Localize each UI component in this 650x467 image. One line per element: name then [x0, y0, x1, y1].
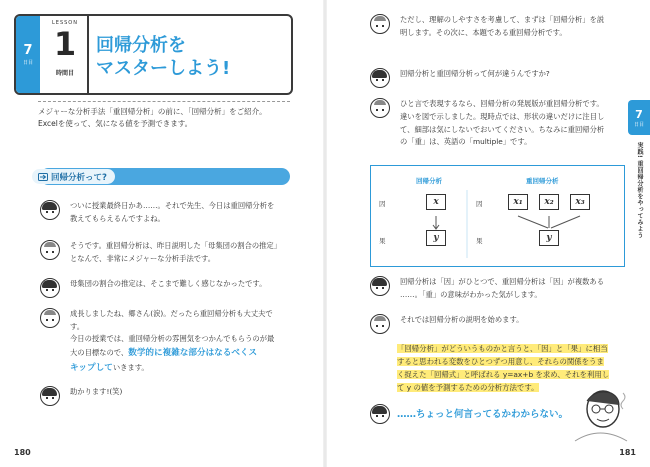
- definition-line: [397, 356, 632, 369]
- right-page: [325, 0, 650, 467]
- emphasis-text: 数学的に複雑な部分はなるべくス: [128, 347, 258, 358]
- dialog-line: となんで、非常にメジャーな分析手法です。: [70, 253, 216, 263]
- intro-line: Excelを使って、気になる値を予測できます。: [38, 119, 193, 128]
- dialog-text: [400, 68, 550, 88]
- dialog-row: [370, 404, 390, 424]
- dialog-row: [40, 278, 266, 298]
- dialog-text: [70, 278, 266, 298]
- dialog-text: [70, 308, 273, 334]
- page-title: [96, 34, 230, 81]
- dialog-row: [40, 386, 122, 406]
- teacher-portrait-illustration: [565, 385, 635, 449]
- dialog-line: それでは回帰分析の説明を始めます。: [400, 315, 524, 324]
- variable-y: y: [426, 230, 446, 246]
- arrow-right-icon: [38, 173, 48, 181]
- student-avatar: [40, 278, 60, 298]
- intro-line: メジャーな分析手法「重回帰分析」の前に、「回帰分析」をご紹介。: [38, 107, 267, 116]
- dialog-row: [370, 314, 523, 334]
- intro-text: [38, 106, 298, 130]
- dialog-row: [40, 200, 274, 226]
- highlighted-text: く捉えた「回帰式」と呼ばれる y=ax+b を求め、それを利用し: [397, 369, 610, 379]
- chapter-tab: [16, 16, 40, 93]
- definition-line: [397, 343, 632, 356]
- student-reaction: ……ちょっと何言ってるかわからない。: [397, 409, 569, 420]
- chapter-number: 7: [23, 42, 33, 58]
- definition-line: [397, 369, 632, 382]
- dialog-line: ただし、理解のしやすさを考慮して、まずは「回帰分析」を説: [400, 15, 605, 24]
- dialog-line: 回帰分析は「因」がひとつで、重回帰分析は「因」が複数ある: [400, 277, 605, 286]
- lesson-box: [43, 16, 89, 93]
- student-avatar: [40, 386, 60, 406]
- page-number-right: 181: [619, 448, 636, 457]
- dialog-line: て、細部は気にしないでおいてください。ちなみに重回帰分析: [400, 124, 605, 134]
- variable-x2: x₂: [539, 194, 559, 210]
- dialog-row: [40, 240, 281, 266]
- teacher-avatar: [370, 314, 390, 334]
- section-heading: [32, 169, 115, 184]
- section-title: 回帰分析って?: [51, 172, 107, 183]
- teacher-avatar: [370, 14, 390, 34]
- dialog-text: [70, 200, 274, 226]
- side-chapter-tab: [628, 100, 650, 135]
- dialog-text: [400, 98, 604, 149]
- dialog-text: [400, 314, 523, 334]
- dialog-line: 成長しましたね、郷さん(涙)。だったら重回帰分析も大丈夫で: [70, 309, 273, 318]
- variable-y-multi: y: [539, 230, 559, 246]
- effect-label: 果: [379, 237, 386, 245]
- teacher-avatar: [370, 98, 390, 118]
- side-chapter-title: 実践! 重回帰分析をやってみよう: [636, 142, 643, 239]
- dialog-text: [70, 333, 274, 376]
- dialog-row: [40, 308, 273, 334]
- dialog-line: の「重」は、英語の「multiple」です。: [400, 137, 532, 147]
- dialog-line: 違いを図で示しました。現時点では、形状の違いだけに注目し: [400, 111, 605, 121]
- student-avatar: [40, 200, 60, 220]
- teacher-avatar: [40, 308, 60, 328]
- dialog-line: す。: [70, 321, 85, 331]
- side-chapter-sub: 日目: [633, 121, 644, 128]
- emphasis-text: キップして: [70, 362, 113, 373]
- dialog-line: そうです。重回帰分析は、昨日説明した「母集団の割合の推定」: [70, 241, 282, 250]
- dialog-line: [70, 361, 274, 376]
- dialog-line: ひと言で表現するなら、回帰分析の発展版が重回帰分析です。: [400, 99, 604, 108]
- simple-regression-title: 回帰分析: [416, 177, 442, 185]
- dialog-row: [370, 14, 604, 40]
- side-chapter-number: 7: [635, 107, 643, 121]
- dialog-line: 教えてもらえるんですよね。: [70, 213, 165, 223]
- highlighted-text: 「回帰分析」がどういうものかと言うと、「因」と「果」に相当: [397, 344, 608, 353]
- dialog-line: 明します。その次に、本題である重回帰分析です。: [400, 27, 567, 37]
- dialog-line: ついに授業最終日かあ……。それで先生、今日は重回帰分析を: [70, 201, 275, 210]
- variable-x: x: [426, 194, 446, 210]
- divider: [38, 101, 290, 102]
- student-avatar: [370, 68, 390, 88]
- variable-x1: x₁: [508, 194, 528, 210]
- dialog-line-part: 大の目標なので、: [70, 347, 129, 357]
- dialog-line: 助かります!(笑): [70, 387, 123, 396]
- multiple-regression-title: 重回帰分析: [526, 177, 559, 185]
- cause-label: 因: [379, 200, 386, 208]
- highlighted-text: すると思われる変数をひとつずつ用意し、それらの関係をうま: [397, 356, 604, 366]
- variable-x3: x₃: [570, 194, 590, 210]
- lesson-number: 1: [53, 25, 77, 63]
- title-line-2: マスターしよう!: [96, 58, 231, 80]
- effect-label: 果: [476, 237, 483, 245]
- dialog-row: [370, 68, 550, 88]
- dialog-line: [70, 346, 274, 361]
- dialog-text: [400, 14, 604, 40]
- dialog-text: [70, 386, 122, 406]
- dialog-row: [370, 98, 604, 149]
- dialog-row: [370, 276, 604, 302]
- student-avatar: [370, 404, 390, 424]
- dialog-line: 母集団の割合の推定は、そこまで難しく感じなかったです。: [70, 279, 267, 288]
- title-line-1: 回帰分析を: [96, 35, 186, 56]
- figure-arrows: [371, 166, 626, 268]
- teacher-avatar: [40, 240, 60, 260]
- lesson-label: LESSON: [52, 20, 78, 26]
- student-avatar: [370, 276, 390, 296]
- dialog-line-part: いきます。: [112, 362, 149, 372]
- lesson-header-card: [14, 14, 293, 95]
- regression-comparison-figure: [370, 165, 625, 267]
- dialog-line: 回帰分析と重回帰分析って何が違うんですか?: [400, 69, 550, 78]
- dialog-line: ……。「重」の意味がわかった気がします。: [400, 289, 542, 299]
- dialog-text: [400, 276, 604, 302]
- dialog-line: 今日の授業では、重回帰分析の雰囲気をつかんでもらうのが最: [70, 334, 275, 343]
- chapter-sub: 日目: [22, 59, 33, 66]
- highlighted-text: て y の値を予測するための分析方法です。: [397, 382, 539, 392]
- page-number-left: 180: [14, 448, 31, 457]
- cause-label: 因: [476, 200, 483, 208]
- period-label: 時間目: [55, 70, 74, 77]
- dialog-text: [70, 240, 281, 266]
